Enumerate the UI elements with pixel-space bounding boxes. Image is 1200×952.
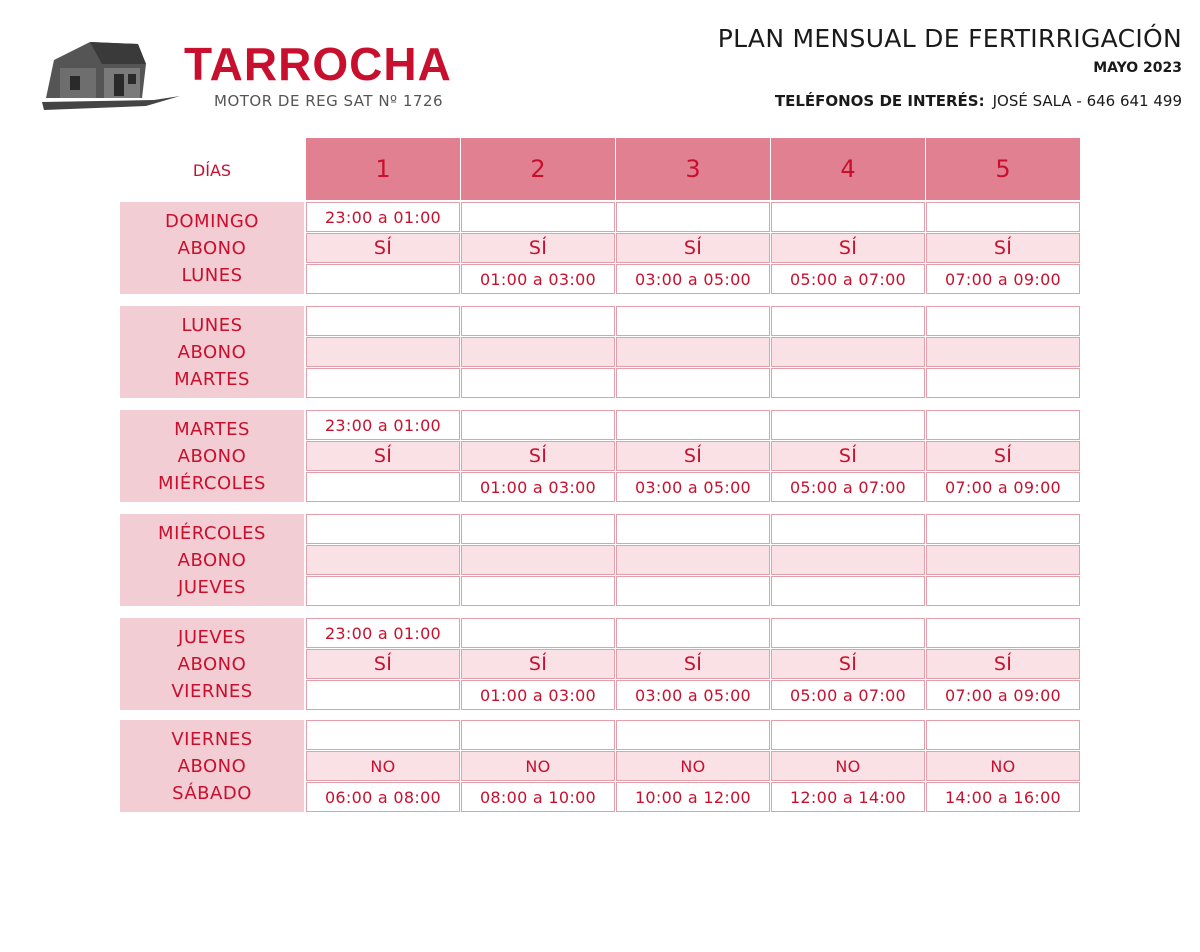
table-cell [616, 306, 770, 336]
table-cell: SÍ [306, 441, 460, 471]
day-label: LUNES [181, 314, 243, 336]
table-cell: 07:00 a 09:00 [926, 264, 1080, 294]
table-cell [926, 368, 1080, 398]
table-cell: 05:00 a 07:00 [771, 472, 925, 502]
table-cell [926, 306, 1080, 336]
table-cell: NO [306, 751, 460, 781]
table-cell: 03:00 a 05:00 [616, 264, 770, 294]
table-cell: 01:00 a 03:00 [461, 264, 615, 294]
house-icon [42, 38, 182, 114]
table-cell: SÍ [616, 441, 770, 471]
brand-subtitle: MOTOR DE REG SAT Nº 1726 [214, 92, 444, 110]
table-cell: 05:00 a 07:00 [771, 264, 925, 294]
table-cell: SÍ [306, 649, 460, 679]
table-cell [771, 618, 925, 648]
table-cell [306, 720, 460, 750]
table-cell [616, 545, 770, 575]
table-cell [616, 576, 770, 606]
table-cell [616, 720, 770, 750]
table-cell: 01:00 a 03:00 [461, 680, 615, 710]
table-cell: SÍ [616, 649, 770, 679]
table-cell [926, 576, 1080, 606]
table-cell [771, 576, 925, 606]
table-cell [771, 545, 925, 575]
table-cell: 05:00 a 07:00 [771, 680, 925, 710]
day-group-label [120, 618, 304, 710]
table-cell [771, 514, 925, 544]
page-title: PLAN MENSUAL DE FERTIRRIGACIÓN [717, 24, 1182, 53]
table-cell [306, 680, 460, 710]
table-cell [461, 720, 615, 750]
table-cell [461, 368, 615, 398]
logo [42, 38, 452, 114]
table-cell: SÍ [616, 233, 770, 263]
table-cell: SÍ [306, 233, 460, 263]
table-cell [461, 337, 615, 367]
day-group-label [120, 410, 304, 502]
table-cell: NO [616, 751, 770, 781]
table-cell: 23:00 a 01:00 [306, 410, 460, 440]
table-cell [461, 514, 615, 544]
table-cell [461, 202, 615, 232]
table-cell [616, 337, 770, 367]
column-header: 3 [616, 138, 771, 200]
day-label: ABONO [177, 445, 247, 467]
table-cell: 01:00 a 03:00 [461, 472, 615, 502]
table-cell [926, 337, 1080, 367]
day-label: ABONO [177, 341, 247, 363]
table-cell: NO [771, 751, 925, 781]
day-group-label [120, 720, 304, 812]
column-header: 1 [306, 138, 461, 200]
table-cell: 07:00 a 09:00 [926, 472, 1080, 502]
table-cell: SÍ [771, 441, 925, 471]
table-cell: 03:00 a 05:00 [616, 680, 770, 710]
table-cell [616, 202, 770, 232]
table-cell: 08:00 a 10:00 [461, 782, 615, 812]
table-cell [771, 337, 925, 367]
table-cell [771, 410, 925, 440]
day-label: SÁBADO [172, 782, 252, 804]
table-cell: 14:00 a 16:00 [926, 782, 1080, 812]
table-cell [306, 514, 460, 544]
table-cell [926, 618, 1080, 648]
table-cell [306, 472, 460, 502]
day-label: LUNES [181, 264, 243, 286]
day-label: MIÉRCOLES [158, 472, 266, 494]
day-label: ABONO [177, 237, 247, 259]
day-group-label [120, 514, 304, 606]
phones-label: TELÉFONOS DE INTERÉS: [774, 92, 985, 110]
table-cell [771, 306, 925, 336]
table-cell [461, 576, 615, 606]
table-cell [616, 410, 770, 440]
table-cell [771, 368, 925, 398]
table-cell: 10:00 a 12:00 [616, 782, 770, 812]
day-label: VIERNES [171, 728, 253, 750]
phones-value: JOSÉ SALA - 646 641 499 [992, 92, 1182, 110]
day-label: MARTES [174, 368, 250, 390]
table-cell [616, 368, 770, 398]
table-cell [616, 618, 770, 648]
table-cell [616, 514, 770, 544]
table-cell: 07:00 a 09:00 [926, 680, 1080, 710]
table-cell [771, 202, 925, 232]
day-label: ABONO [177, 549, 247, 571]
month-label: MAYO 2023 [1093, 60, 1182, 76]
table-cell: SÍ [926, 649, 1080, 679]
table-cell [306, 306, 460, 336]
table-cell [461, 618, 615, 648]
day-label: ABONO [177, 653, 247, 675]
table-cell: NO [461, 751, 615, 781]
day-label: VIERNES [171, 680, 253, 702]
table-cell [306, 368, 460, 398]
days-header: DÍAS [192, 160, 232, 180]
table-cell [926, 202, 1080, 232]
brand-name: TARROCHA [184, 38, 452, 90]
table-cell [306, 264, 460, 294]
day-group-label [120, 202, 304, 294]
table-cell [926, 410, 1080, 440]
day-label: JUEVES [178, 576, 246, 598]
table-cell: 23:00 a 01:00 [306, 202, 460, 232]
column-header: 5 [926, 138, 1081, 200]
table-cell: SÍ [461, 649, 615, 679]
table-cell: SÍ [461, 441, 615, 471]
table-cell [306, 337, 460, 367]
table-cell [771, 720, 925, 750]
table-cell [461, 306, 615, 336]
day-group-label [120, 306, 304, 398]
table-cell: SÍ [771, 649, 925, 679]
table-cell [306, 545, 460, 575]
day-label: MIÉRCOLES [158, 522, 266, 544]
table-cell: SÍ [771, 233, 925, 263]
table-cell [461, 545, 615, 575]
table-cell: 03:00 a 05:00 [616, 472, 770, 502]
table-cell: SÍ [926, 441, 1080, 471]
column-header: 2 [461, 138, 616, 200]
table-cell [926, 545, 1080, 575]
table-cell: SÍ [461, 233, 615, 263]
table-cell: NO [926, 751, 1080, 781]
table-cell [306, 576, 460, 606]
phones-line [775, 92, 1182, 110]
day-label: DOMINGO [165, 210, 259, 232]
table-cell [461, 410, 615, 440]
table-cell: 12:00 a 14:00 [771, 782, 925, 812]
day-label: MARTES [174, 418, 250, 440]
day-label: JUEVES [178, 626, 246, 648]
table-cell: 06:00 a 08:00 [306, 782, 460, 812]
day-label: ABONO [177, 755, 247, 777]
table-cell [926, 514, 1080, 544]
table-cell [926, 720, 1080, 750]
column-header: 4 [771, 138, 926, 200]
table-cell: SÍ [926, 233, 1080, 263]
table-cell: 23:00 a 01:00 [306, 618, 460, 648]
